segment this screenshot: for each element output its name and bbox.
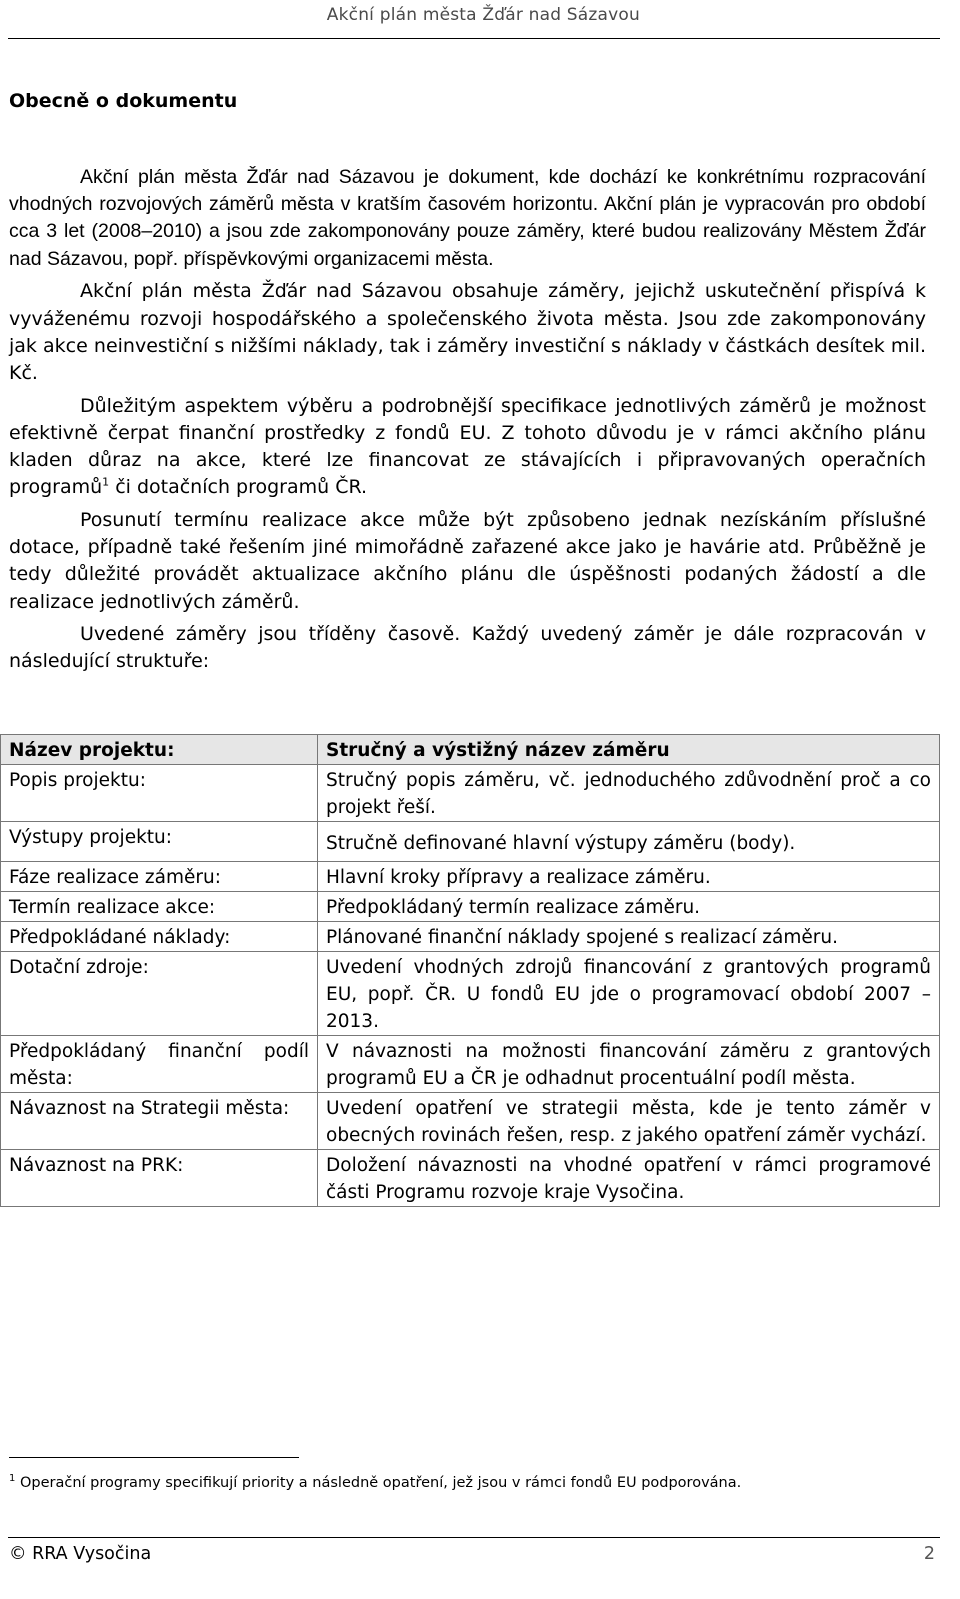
row-label: Dotační zdroje: [1, 952, 318, 1036]
footnote [9, 1475, 741, 1491]
table-row [1, 922, 940, 952]
row-value: Uvedení opatření ve strategii města, kde je tento záměr v obecných rovinách řešen, resp. z jakého opatření záměr vychází. [318, 1093, 940, 1150]
row-value: Uvedení vhodných zdrojů financování z grantových programů EU, popř. ČR. U fondů EU jde o programovací období 2007 – 2013. [318, 952, 940, 1036]
paragraph-structure: Uvedené záměry jsou tříděny časově. Každý uvedený záměr je dále rozpracován v následující struktuře: [9, 623, 926, 673]
table-row [1, 1036, 940, 1093]
row-value: Hlavní kroky přípravy a realizace záměru. [318, 862, 940, 892]
structure-table [0, 734, 940, 1207]
table-row [1, 1093, 940, 1150]
footnote-separator [9, 1457, 299, 1458]
section-heading: Obecně o dokumentu [9, 90, 238, 112]
page-header [8, 0, 940, 39]
footnote-number: 1 [9, 1473, 16, 1485]
table-row [1, 952, 940, 1036]
row-value: V návaznosti na možnosti financování záměru z grantových programů EU a ČR je odhadnut procentuální podíl města. [318, 1036, 940, 1093]
table-row [1, 862, 940, 892]
row-label: Název projektu: [1, 735, 318, 765]
table-row [1, 822, 940, 862]
row-label: Návaznost na PRK: [1, 1150, 318, 1207]
row-value: Stručný a výstižný název záměru [318, 735, 940, 765]
row-label: Termín realizace akce: [1, 892, 318, 922]
footnote-text: Operační programy specifikují priority a následně opatření, jež jsou v rámci fondů EU podporována. [19, 1475, 742, 1491]
row-label: Předpokládané náklady: [1, 922, 318, 952]
body-text [9, 164, 926, 681]
row-label: Výstupy projektu: [1, 822, 318, 862]
row-value: Předpokládaný termín realizace záměru. [318, 892, 940, 922]
paragraph-eu-funds-tail: či dotačních programů ČR. [109, 476, 368, 499]
row-label: Popis projektu: [1, 765, 318, 822]
paragraph-eu-funds [9, 393, 926, 502]
row-label: Předpokládaný finanční podíl města: [1, 1036, 318, 1093]
row-label: Fáze realizace záměru: [1, 862, 318, 892]
footer-copyright: © RRA Vysočina [9, 1544, 152, 1564]
paragraph-schedule: Posunutí termínu realizace akce může být způsobeno jednak nezískáním příslušné dotace, případně také řešením jiné mimořádně zařazené akce jako je havárie atd. Průběžně je tedy důležité provádět aktualizace akčního plánu dle úspěšnosti podaných žádostí a dle realizace jednotlivých záměrů. [9, 508, 926, 613]
paragraph-intro: Akční plán města Žďár nad Sázavou je dokument, kde dochází ke konkrétnímu rozpracování vhodných rozvojových záměrů města v kratším časovém horizontu. Akční plán je vypracován pro období cca 3 let (2008–2010) a jsou zde zakomponovány pouze záměry, které budou realizovány Městem Žďár nad Sázavou, popř. příspěvkovými organizacemi města. [9, 166, 926, 270]
paragraph-contents: Akční plán města Žďár nad Sázavou obsahuje záměry, jejichž uskutečnění přispívá k vyváženému rozvoji hospodářského a společenského života města. Jsou zde zakomponovány jak akce neinvestiční s nižšími náklady, tak i záměry investiční s náklady v částkách desítek mil. Kč. [9, 280, 926, 384]
table-row [1, 1150, 940, 1207]
row-value: Stručně definované hlavní výstupy záměru (body). [318, 822, 940, 862]
footnote-reference: 1 [102, 475, 110, 489]
row-value: Plánované finanční náklady spojené s realizací záměru. [318, 922, 940, 952]
table-row [1, 765, 940, 822]
table-row [1, 735, 940, 765]
row-value: Doložení návaznosti na vhodné opatření v rámci programové části Programu rozvoje kraje Vysočina. [318, 1150, 940, 1207]
page-number: 2 [923, 1544, 935, 1564]
row-label: Návaznost na Strategii města: [1, 1093, 318, 1150]
footer-separator [8, 1537, 940, 1538]
table-row [1, 892, 940, 922]
paragraph-eu-funds-text: Důležitým aspektem výběru a podrobnější specifikace jednotlivých záměrů je možnost efektivně čerpat finanční prostředky z fondů EU. Z tohoto důvodu je v rámci akčního plánu kladen důraz na akce, které lze financovat ze stávajících i připravovaných operačních programů [9, 394, 926, 499]
row-value: Stručný popis záměru, vč. jednoduchého zdůvodnění proč a co projekt řeší. [318, 765, 940, 822]
header-title: Akční plán města Žďár nad Sázavou [326, 5, 640, 25]
